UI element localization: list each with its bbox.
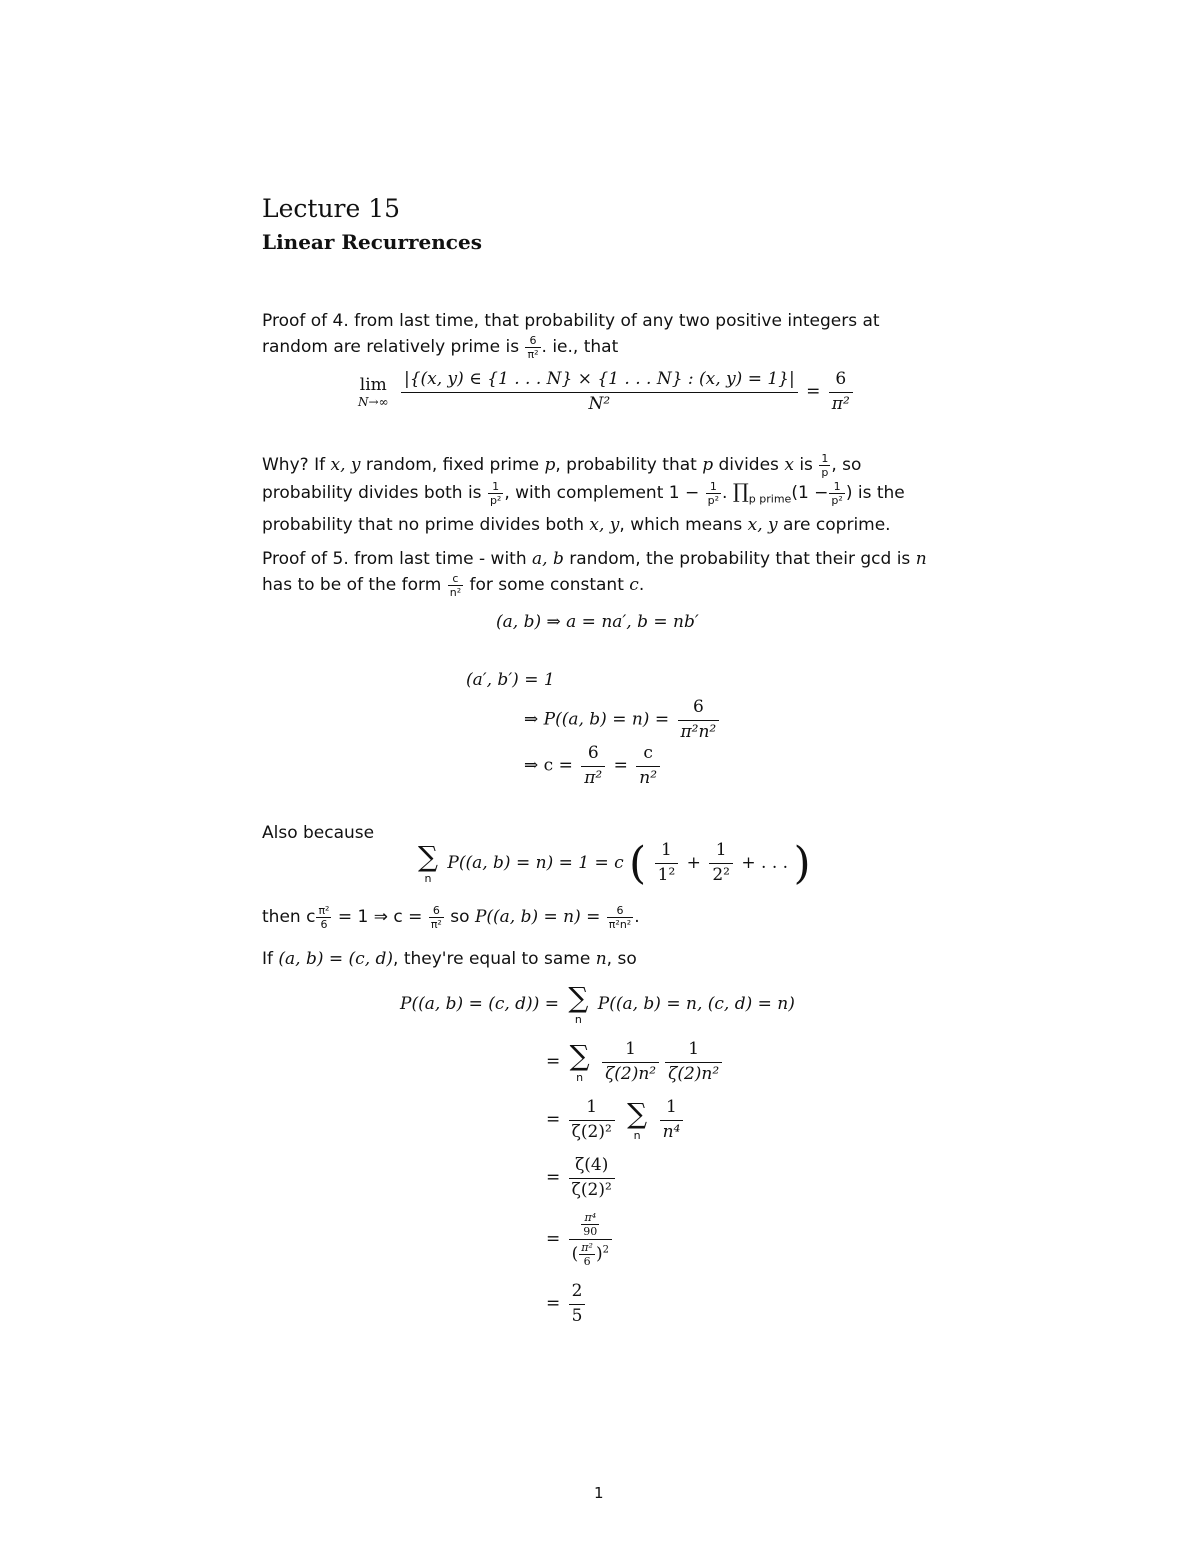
limit-rhs-fraction: $\frac{6}{\text{π²}}$ [829, 370, 853, 414]
derivation-row-2: = ∑ n $\frac{1}{\text{ζ(2)n²}}$ $\frac{1}{\text{ζ(2)n²}}$ [546, 1040, 725, 1084]
derivation-row-4: = $\frac{\zeta(4)}{\text{ζ(2)²}}$ [546, 1156, 618, 1200]
fraction: $\frac{c}{\text{n²}}$ [449, 571, 462, 599]
proof-4-text: Proof of 4. from last time, that probability of any two positive integers at random are relatively prime is [262, 311, 880, 357]
derivation-row-1: P((a, b) = (c, d)) = ∑ n P((a, b) = n, (c, d) = n) [400, 981, 795, 1026]
fraction: $\frac{1}{\text{p²}}$ [707, 479, 720, 507]
summation: ∑ n [568, 981, 589, 1026]
fraction: $\frac{1}{p}$ [821, 451, 829, 479]
fraction: $\frac{1}{\text{ζ(2)n²}}$ [665, 1040, 722, 1084]
equals-sign: = [806, 381, 821, 402]
fraction: $\frac{6}{\text{π²n²}}$ [608, 903, 632, 931]
equation-coprime: (a′, b′) = 1 [466, 670, 555, 690]
summation: ∑ n [418, 840, 438, 885]
page-number: 1 [594, 1484, 604, 1502]
fraction: $\frac{c}{\text{n²}}$ [636, 744, 660, 788]
equation-sum-probabilities: ∑ n P((a, b) = n) = 1 = c ( $\frac{1}{\text{1²}}$ + $\frac{1}{\text{2²}}$ + . . . ) [418, 838, 811, 889]
fraction: $\frac{6}{\text{π²}}$ [527, 333, 539, 361]
proof-4-paragraph [262, 308, 940, 360]
proof-4-text-end: . ie., that [541, 337, 619, 357]
equation-probability-n: ⇒ P((a, b) = n) = $\frac{6}{\text{π²n²}}$ [524, 698, 722, 742]
also-because-label: Also because [262, 823, 375, 843]
limit-fraction: $\frac{|\{(x, y) \in \{1 . . . N\} \times \{1 . . . N\} : (x, y) = 1\}|}{\text{N²}}$ [401, 370, 798, 414]
fraction: $\frac{\text{π⁴}}{90}$ [583, 1211, 598, 1238]
fraction: $\frac{\zeta(4)}{\text{ζ(2)²}}$ [569, 1156, 615, 1200]
fraction: $\frac{\text{π²}}{6}$ [581, 1241, 593, 1268]
fraction: $\frac{1}{\text{ζ(2)²}}$ [569, 1098, 615, 1142]
fraction: $\frac{1}{\text{1²}}$ [655, 841, 679, 885]
summation: ∑ n [627, 1096, 648, 1142]
limit-operator: lim N→∞ [358, 375, 389, 410]
fraction: $\frac{1}{\text{2²}}$ [709, 841, 733, 885]
proof-5-paragraph: Proof of 5. from last time - with a, b random, the probability that their gcd is n has to be of the form $\frac{c}{\text{n²}}$ for some constant c. [262, 549, 927, 599]
fraction: $\frac{6}{\text{π²n²}}$ [678, 698, 720, 742]
fraction: $\frac{1}{\text{p²}}$ [831, 479, 843, 507]
lecture-subtitle: Linear Recurrences [262, 230, 482, 254]
equation-constant-c: ⇒ c = $\frac{6}{\text{π²}}$ = $\frac{c}{\text{n²}}$ [524, 744, 663, 788]
fraction: $\frac{\text{π²}}{6}$ [318, 903, 330, 931]
lecture-title: Lecture 15 [262, 194, 401, 223]
derivation-row-3: = $\frac{1}{\text{ζ(2)²}}$ ∑ n $\frac{1}{\text{n⁴}}$ [546, 1098, 686, 1142]
fraction: $\frac{6}{\text{π²}}$ [581, 744, 605, 788]
fraction: $\frac{6}{\text{π²}}$ [430, 903, 442, 931]
fraction: $\frac{1}{\text{p²}}$ [489, 479, 502, 507]
then-paragraph: then c $\frac{\text{π²}}{6}$ = 1 ⇒ c = $\frac{6}{\text{π²}}$ so P((a, b) = n) = $\frac{6}{\text{π²n²}}$ . [262, 903, 640, 931]
why-paragraph: Why? If x, y random, fixed prime p, probability that p divides x is $\frac{1}{p}$ , so probability divides both is $\frac{1}{\text{p²}}$ , with complement 1 − $\frac{1}{\text{p²}}$ . $\prod_{p prime}(1$ − $\frac{1}{\text{p²}}$ ) is the probability that no prime divides both x, y, which means x, y are coprime. [262, 451, 905, 536]
derivation-row-5: = $\frac{\text{π⁴}}{90}$ ( $\frac{\text{π²}}{6}$ )$^2$ [546, 1212, 615, 1267]
fraction: $\frac{1}{\text{ζ(2)n²}}$ [602, 1040, 659, 1084]
if-paragraph: If (a, b) = (c, d), they're equal to same n, so [262, 949, 637, 969]
compound-fraction: $\frac{\text{π⁴}}{90}$ ( $\frac{\text{π²}}{6}$ )$^2$ [569, 1212, 612, 1267]
fraction: $\frac{2}{5}$ [569, 1282, 586, 1326]
fraction: $\frac{1}{\text{n⁴}}$ [660, 1098, 684, 1142]
derivation-row-6: = $\frac{2}{5}$ [546, 1282, 588, 1326]
product-symbol: ∏ [732, 479, 749, 503]
limit-equation [358, 370, 856, 414]
equation-gcd-decomposition: (a, b) ⇒ a = na′, b = nb′ [496, 612, 699, 632]
summation: ∑ n [569, 1038, 590, 1084]
